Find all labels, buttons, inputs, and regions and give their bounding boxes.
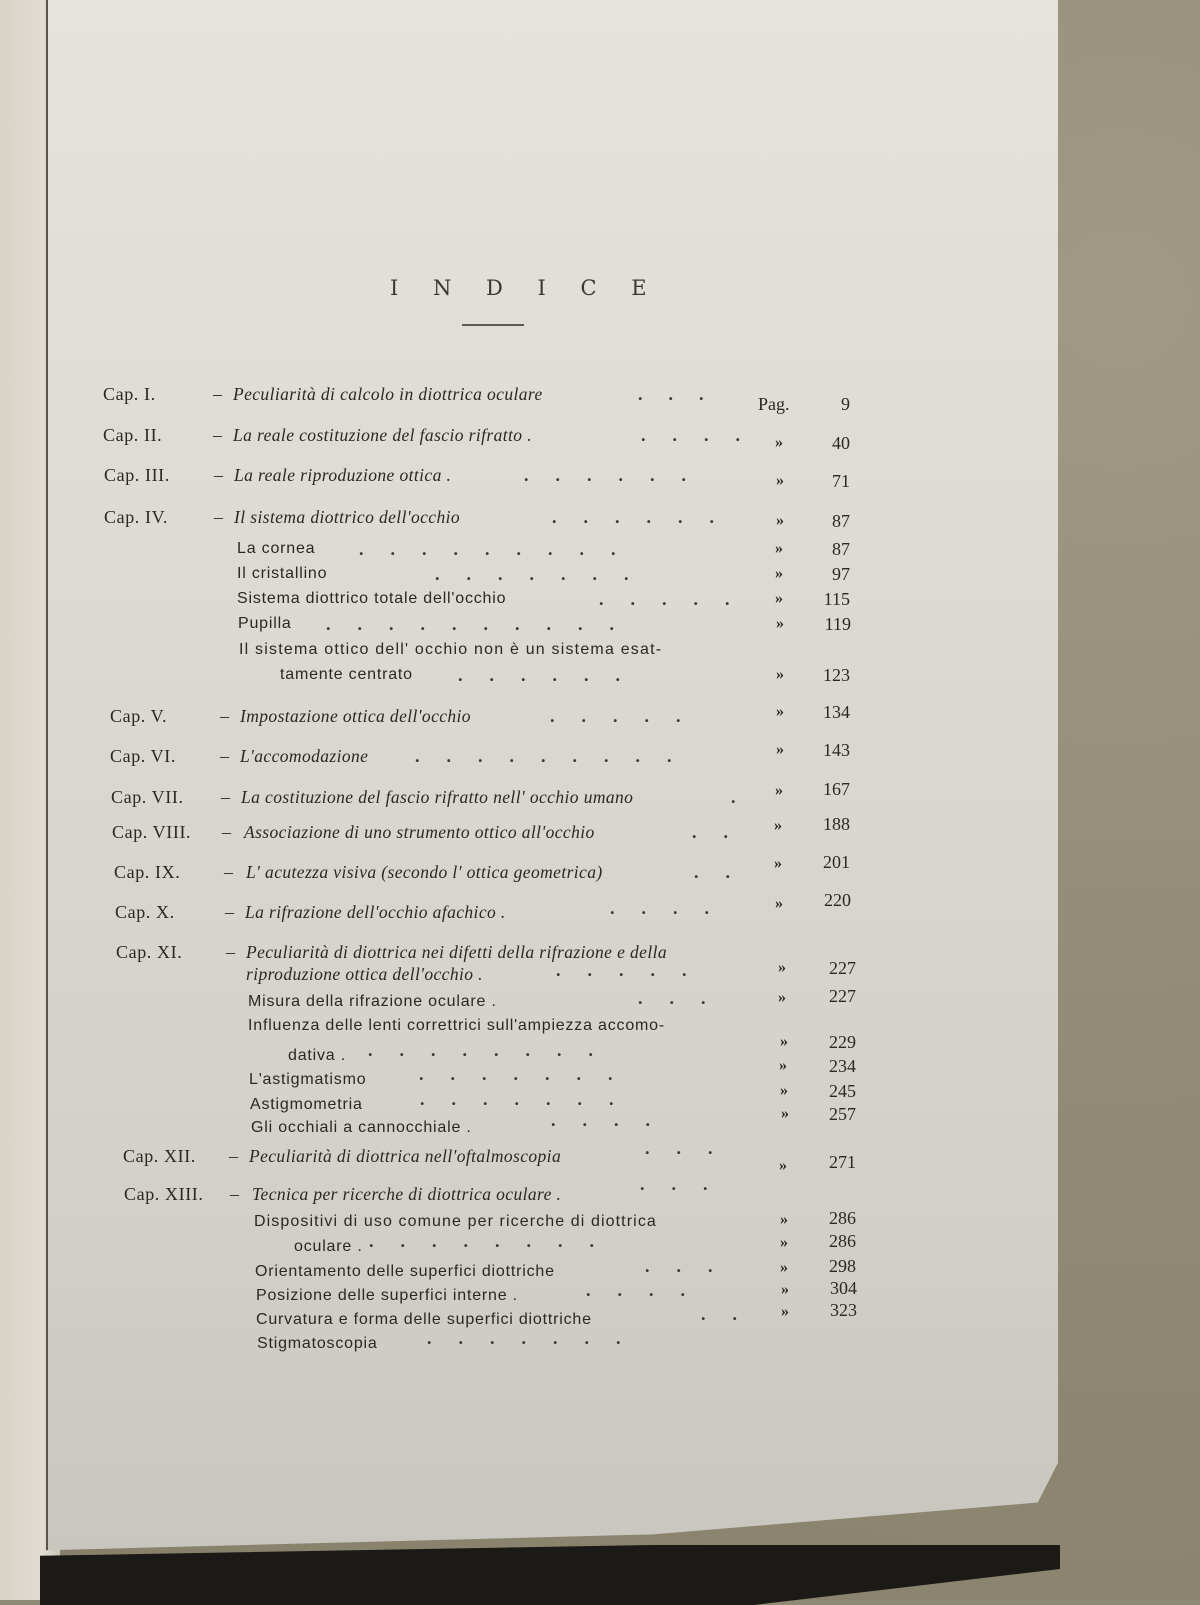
page-number: 323 (830, 1300, 857, 1320)
toc-entry (116, 940, 876, 964)
chapter-number: Cap. III. (104, 465, 170, 485)
leader-dots: .......... (326, 614, 641, 634)
leader-dots: ........ (368, 1040, 620, 1060)
dash: – (214, 465, 223, 485)
section-title: Il sistema ottico dell' occhio non è un sistema esat- (239, 641, 663, 658)
toc-entry (104, 505, 864, 529)
section-title: Posizione delle superfici interne . (256, 1287, 518, 1304)
page-number: 227 (829, 958, 856, 978)
toc-entry (103, 382, 863, 414)
chapter-number: Cap. IV. (104, 507, 168, 527)
page-number: 119 (824, 614, 851, 634)
toc-section (238, 612, 868, 636)
toc-section (237, 562, 867, 586)
toc-section-cont (280, 663, 870, 687)
page-number: 134 (823, 702, 850, 722)
dash: – (226, 942, 235, 962)
section-title-continued: dativa . (288, 1047, 346, 1064)
page-number: 87 (832, 539, 850, 559)
toc-section (256, 1278, 886, 1308)
title-divider (462, 324, 524, 326)
page-number: 304 (830, 1278, 857, 1298)
ditto-mark: » (774, 855, 782, 872)
section-title: Sistema diottrico totale dell'occhio (237, 590, 507, 607)
page-title: I N D I C E (390, 276, 661, 300)
page-number: 286 (829, 1208, 856, 1228)
leader-dots: ...... (458, 665, 647, 685)
ditto-mark: » (781, 1105, 789, 1122)
ditto-mark: » (775, 565, 783, 582)
dash: – (221, 787, 230, 807)
toc-entry (110, 704, 870, 728)
leader-dots: ....... (420, 1089, 641, 1109)
dash: – (213, 384, 222, 404)
page-number: 188 (823, 814, 850, 834)
dash: – (224, 862, 233, 882)
page-number: 201 (823, 852, 850, 872)
chapter-title: Peculiarità di diottrica nei difetti della rifrazione e della (246, 942, 668, 962)
toc-section (257, 1328, 887, 1356)
toc-entry (123, 1138, 883, 1174)
chapter-number: Cap. IX. (114, 862, 181, 882)
page-number: 271 (829, 1152, 856, 1172)
section-title: Il cristallino (237, 565, 328, 582)
leader-dots: ......... (415, 746, 699, 766)
ditto-mark: » (781, 1303, 789, 1320)
chapter-title: La reale riproduzione ottica . (234, 465, 452, 485)
leader-dots: ....... (435, 564, 656, 584)
chapter-number: Cap. VII. (111, 787, 184, 807)
dash: – (213, 425, 222, 445)
leader-dots: ... (638, 384, 730, 404)
ditto-mark: » (776, 512, 784, 529)
page-number: 115 (823, 589, 850, 609)
chapter-number: Cap. VIII. (112, 822, 192, 842)
toc-entry (112, 814, 872, 844)
dash: – (220, 746, 229, 766)
ditto-mark: » (780, 1033, 788, 1050)
chapter-title: La costituzione del fascio rifratto nell' occhio umano (241, 787, 634, 807)
toc-entry (104, 463, 864, 491)
toc-entry (103, 423, 863, 453)
toc-section (248, 986, 878, 1014)
chapter-title: Peculiarità di calcolo in diottrica oculare (233, 384, 543, 404)
ditto-mark: » (781, 1281, 789, 1298)
page-number: 245 (829, 1081, 856, 1101)
toc-section (255, 1256, 885, 1284)
page-number: 220 (824, 890, 851, 910)
page-number: 123 (823, 665, 850, 685)
leader-dots: .... (641, 425, 767, 445)
chapter-title: La reale costituzione del fascio rifratto . (233, 425, 532, 445)
section-title: Dispositivi di uso comune per ricerche di diottrica (254, 1213, 657, 1230)
ditto-mark: » (775, 895, 783, 912)
ditto-mark: » (776, 703, 784, 720)
page-number: 286 (829, 1231, 856, 1251)
page-number: 227 (829, 986, 856, 1006)
chapter-number: Cap. XI. (116, 942, 183, 962)
page-number: 167 (823, 779, 850, 799)
section-title: Pupilla (238, 615, 292, 632)
ditto-mark: » (776, 666, 784, 683)
chapter-title: Il sistema diottrico dell'occhio (234, 507, 461, 527)
ditto-mark: » (780, 1259, 788, 1276)
leader-dots: .. (692, 822, 755, 842)
leader-dots: .. (701, 1304, 764, 1324)
ditto-mark: » (775, 782, 783, 799)
chapter-title: Tecnica per ricerche di diottrica oculare . (252, 1184, 562, 1204)
page-number: 143 (823, 740, 850, 760)
ditto-mark: » (779, 1157, 787, 1174)
toc-entry (115, 890, 875, 924)
page-number: 229 (829, 1032, 856, 1052)
ditto-mark: » (779, 1057, 787, 1074)
leader-dots: . (731, 787, 763, 807)
ditto-mark: » (776, 615, 784, 632)
ditto-mark: » (780, 1234, 788, 1251)
page-number: 71 (832, 471, 850, 491)
chapter-number: Cap. V. (110, 706, 168, 726)
toc-section-cont (294, 1231, 884, 1259)
chapter-number: Cap. I. (103, 384, 156, 404)
leader-dots: ...... (552, 507, 741, 527)
section-title: Orientamento delle superfici diottriche (255, 1263, 555, 1280)
chapter-number: Cap. XIII. (124, 1184, 204, 1204)
leader-dots: .... (551, 1110, 677, 1130)
leader-dots: ... (645, 1256, 740, 1276)
ditto-mark: » (776, 741, 784, 758)
section-title: Misura della rifrazione oculare . (248, 993, 497, 1010)
dash: – (214, 507, 223, 527)
dash: – (225, 902, 234, 922)
page-number: 257 (829, 1104, 856, 1124)
section-title: L'astigmatismo (249, 1071, 367, 1088)
toc-entry (114, 852, 874, 884)
dash: – (220, 706, 229, 726)
chapter-number: Cap. XII. (123, 1146, 196, 1166)
chapter-title: Impostazione ottica dell'occhio (240, 706, 471, 726)
ditto-mark: » (774, 817, 782, 834)
toc-section (237, 537, 867, 561)
ditto-mark: » (778, 959, 786, 976)
section-title: La cornea (237, 540, 316, 557)
section-title: Gli occhiali a cannocchiale . (251, 1119, 472, 1136)
page-number: 9 (841, 394, 850, 414)
leader-dots: ...... (524, 465, 713, 485)
leader-dots: ....... (427, 1328, 648, 1348)
dash: – (229, 1146, 238, 1166)
leader-dots: ........ (369, 1231, 621, 1251)
toc-entry-cont (246, 958, 876, 986)
chapter-title: La rifrazione dell'occhio afachico . (245, 902, 506, 922)
toc-section (239, 638, 869, 662)
leader-dots: ... (640, 1174, 735, 1194)
chapter-number: Cap. VI. (110, 746, 176, 766)
ditto-mark: » (780, 1211, 788, 1228)
dash: – (230, 1184, 239, 1204)
dash: – (222, 822, 231, 842)
page-number: 40 (832, 433, 850, 453)
ditto-mark: » (775, 434, 783, 451)
chapter-number: Cap. X. (115, 902, 175, 922)
chapter-title: Peculiarità di diottrica nell'oftalmoscopia (249, 1146, 562, 1166)
ditto-mark: » (778, 989, 786, 1006)
page-number: 97 (832, 564, 850, 584)
section-title-continued: oculare . (294, 1238, 363, 1255)
leader-dots: ... (638, 988, 733, 1008)
section-title: Influenza delle lenti correttrici sull'ampiezza accomo- (248, 1017, 665, 1034)
leader-dots: .... (610, 898, 736, 918)
leader-dots: ....... (419, 1064, 640, 1084)
chapter-title-continued: riproduzione ottica dell'occhio . (246, 964, 483, 984)
page-label: Pag. (758, 394, 790, 414)
section-title: Curvatura e forma delle superfici diottriche (256, 1311, 592, 1328)
leader-dots: ... (645, 1138, 740, 1158)
chapter-title: L' acutezza visiva (secondo l' ottica geometrica) (246, 862, 603, 882)
chapter-title: Associazione di uno strumento ottico all'occhio (244, 822, 595, 842)
section-title: Stigmatoscopia (257, 1335, 378, 1352)
toc-section (237, 587, 867, 611)
leader-dots: ..... (556, 960, 714, 980)
leader-dots: .... (586, 1280, 712, 1300)
ditto-mark: » (775, 590, 783, 607)
chapter-number: Cap. II. (103, 425, 163, 445)
leader-dots: ..... (550, 706, 708, 726)
ditto-mark: » (780, 1082, 788, 1099)
ditto-mark: » (775, 540, 783, 557)
ditto-mark: » (776, 472, 784, 489)
page-number: 234 (829, 1056, 856, 1076)
toc-entry (111, 779, 871, 809)
section-title-continued: tamente centrato (280, 666, 413, 683)
toc-entry (124, 1174, 884, 1206)
page-number: 298 (829, 1256, 856, 1276)
toc-entry (110, 740, 870, 768)
leader-dots: ......... (359, 539, 643, 559)
chapter-title: L'accomodazione (240, 746, 369, 766)
leader-dots: ..... (599, 589, 757, 609)
leader-dots: .. (694, 862, 757, 882)
section-title: Astigmometria (250, 1096, 363, 1113)
page-number: 87 (832, 511, 850, 531)
